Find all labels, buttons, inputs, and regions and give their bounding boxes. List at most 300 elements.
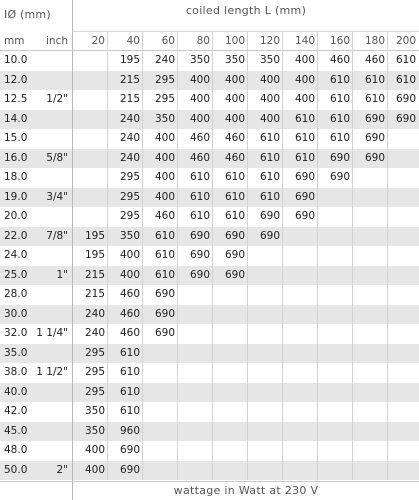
wattage-cell [283, 324, 318, 344]
diameter-mm-cell: 14.0 [4, 112, 28, 125]
wattage-cell: 690 [224, 268, 245, 281]
wattage-cell: 400 [119, 268, 140, 281]
wattage-cell [353, 168, 388, 188]
wattage-cell [178, 305, 213, 325]
diameter-mm-cell: 20.0 [4, 210, 28, 222]
wattage-cell: 610 [294, 132, 315, 144]
wattage-cell [353, 441, 388, 461]
column-header-row [0, 32, 419, 51]
wattage-cell [318, 402, 353, 422]
wattage-cell: 610 [259, 171, 280, 183]
wattage-cell [353, 305, 388, 325]
diameter-inch-cell: 3/4" [46, 190, 68, 203]
wattage-cell: 215 [119, 93, 140, 105]
wattage-cell [213, 363, 248, 383]
wattage-cell: 610 [329, 132, 350, 144]
wattage-cell: 690 [364, 132, 385, 144]
wattage-cell [73, 90, 108, 110]
wattage-cell: 960 [119, 424, 140, 437]
wattage-cell: 610 [119, 366, 140, 378]
wattage-cell [73, 110, 108, 130]
wattage-cell: 460 [329, 54, 350, 66]
wattage-cell: 295 [119, 190, 140, 203]
column-separator [282, 32, 283, 480]
wattage-cell: 690 [294, 171, 315, 183]
wattage-cell [248, 305, 283, 325]
wattage-cell: 350 [84, 405, 105, 417]
wattage-cell: 460 [119, 288, 140, 300]
wattage-cell: 195 [84, 229, 105, 242]
wattage-cell: 690 [189, 229, 210, 242]
diameter-mm-cell: 40.0 [4, 385, 28, 398]
wattage-cell [388, 344, 419, 364]
wattage-cell [283, 305, 318, 325]
table-row [0, 246, 419, 266]
wattage-cell: 400 [154, 132, 175, 144]
wattage-cell [388, 246, 419, 266]
column-header-length: 100 [224, 35, 245, 47]
column-header-mm: mm [4, 35, 25, 47]
wattage-cell [353, 461, 388, 481]
diameter-mm-cell: 30.0 [4, 307, 28, 320]
wattage-cell: 460 [119, 307, 140, 320]
wattage-cell: 690 [224, 249, 245, 261]
column-header-length: 160 [329, 35, 350, 47]
wattage-cell: 295 [154, 93, 175, 105]
wattage-cell [283, 285, 318, 305]
wattage-cell [213, 441, 248, 461]
wattage-cell [283, 461, 318, 481]
table-row [0, 383, 419, 403]
wattage-cell: 400 [189, 73, 210, 86]
wattage-cell [283, 441, 318, 461]
column-header-length: 180 [364, 35, 385, 47]
wattage-cell: 610 [294, 151, 315, 164]
table-row [0, 207, 419, 227]
wattage-cell: 350 [189, 54, 210, 66]
wattage-cell [318, 266, 353, 286]
column-separator [212, 32, 213, 480]
wattage-cell [318, 305, 353, 325]
wattage-cell [248, 461, 283, 481]
diameter-mm-cell: 42.0 [4, 405, 28, 417]
table-row [0, 402, 419, 422]
wattage-cell [318, 207, 353, 227]
diameter-mm-cell: 48.0 [4, 444, 28, 456]
wattage-cell [388, 461, 419, 481]
wattage-cell: 690 [189, 268, 210, 281]
column-header-inch: inch [46, 35, 68, 47]
wattage-cell [388, 285, 419, 305]
diameter-inch-cell [32, 71, 72, 91]
wattage-cell: 610 [189, 171, 210, 183]
header-title-row [0, 0, 419, 32]
wattage-cell [353, 383, 388, 403]
wattage-cell [178, 383, 213, 403]
diameter-inch-cell [32, 383, 72, 403]
wattage-cell [178, 324, 213, 344]
wattage-cell: 460 [364, 54, 385, 66]
wattage-cell: 460 [224, 151, 245, 164]
column-separator [177, 32, 178, 480]
table-row [0, 441, 419, 461]
wattage-cell [248, 441, 283, 461]
wattage-cell: 400 [189, 112, 210, 125]
diameter-inch-cell [32, 129, 72, 149]
wattage-cell: 460 [154, 210, 175, 222]
wattage-cell [143, 363, 178, 383]
wattage-cell: 400 [154, 171, 175, 183]
wattage-cell [178, 285, 213, 305]
wattage-cell: 400 [84, 444, 105, 456]
wattage-cell [143, 461, 178, 481]
wattage-cell: 610 [329, 112, 350, 125]
wattage-cell [318, 324, 353, 344]
wattage-cell [353, 188, 388, 208]
wattage-cell [388, 129, 419, 149]
wattage-cell [73, 71, 108, 91]
wattage-cell: 610 [224, 190, 245, 203]
wattage-cell [388, 441, 419, 461]
wattage-cell: 400 [259, 73, 280, 86]
wattage-cell: 690 [119, 463, 140, 476]
wattage-cell [283, 344, 318, 364]
diameter-column-divider [72, 0, 73, 500]
table-row [0, 461, 419, 481]
wattage-cell: 240 [154, 54, 175, 66]
wattage-cell: 690 [154, 288, 175, 300]
wattage-cell: 690 [259, 229, 280, 242]
table-row [0, 51, 419, 71]
wattage-cell: 400 [154, 151, 175, 164]
wattage-cell: 610 [395, 73, 416, 86]
wattage-cell [248, 285, 283, 305]
wattage-cell: 610 [259, 151, 280, 164]
wattage-cell [213, 344, 248, 364]
wattage-cell: 610 [154, 229, 175, 242]
wattage-cell [283, 383, 318, 403]
table-row [0, 168, 419, 188]
diameter-header: IØ (mm) [4, 8, 51, 21]
wattage-cell [388, 363, 419, 383]
wattage-cell: 610 [364, 73, 385, 86]
diameter-inch-cell: 1/2" [46, 93, 68, 105]
diameter-inch-cell [32, 422, 72, 442]
diameter-mm-cell: 18.0 [4, 171, 28, 183]
wattage-cell [388, 266, 419, 286]
wattage-cell: 350 [259, 54, 280, 66]
wattage-cell: 195 [84, 249, 105, 261]
wattage-cell [248, 422, 283, 442]
wattage-cell: 400 [224, 73, 245, 86]
wattage-cell [73, 207, 108, 227]
table-row [0, 188, 419, 208]
footer-left-cell [0, 481, 72, 500]
column-header-length: 200 [395, 35, 416, 47]
wattage-cell [73, 51, 108, 71]
wattage-cell [213, 305, 248, 325]
diameter-mm-cell: 12.5 [4, 93, 28, 105]
diameter-inch-cell [32, 344, 72, 364]
wattage-cell [388, 227, 419, 247]
table-row [0, 422, 419, 442]
wattage-cell: 610 [259, 190, 280, 203]
diameter-mm-cell: 50.0 [4, 463, 28, 476]
wattage-cell [283, 266, 318, 286]
wattage-cell [318, 246, 353, 266]
wattage-cell [178, 422, 213, 442]
column-separator [352, 32, 353, 480]
wattage-cell: 295 [84, 346, 105, 359]
wattage-cell: 690 [119, 444, 140, 456]
wattage-cell [353, 422, 388, 442]
wattage-cell: 610 [329, 73, 350, 86]
table-row [0, 227, 419, 247]
wattage-cell [318, 422, 353, 442]
wattage-cell [353, 207, 388, 227]
wattage-cell: 350 [224, 54, 245, 66]
wattage-cell [318, 188, 353, 208]
wattage-cell: 610 [364, 93, 385, 105]
column-separator [142, 32, 143, 480]
wattage-cell: 460 [189, 151, 210, 164]
wattage-cell: 690 [395, 112, 416, 125]
diameter-inch-cell [32, 110, 72, 130]
diameter-mm-cell: 38.0 [4, 366, 28, 378]
column-header-length: 80 [196, 35, 210, 47]
wattage-cell [213, 402, 248, 422]
diameter-mm-cell: 10.0 [4, 54, 28, 66]
wattage-cell: 690 [364, 112, 385, 125]
wattage-cell: 690 [329, 151, 350, 164]
wattage-cell [318, 227, 353, 247]
wattage-cell: 215 [84, 268, 105, 281]
wattage-cell: 690 [294, 190, 315, 203]
table-row [0, 90, 419, 110]
wattage-cell: 690 [189, 249, 210, 261]
wattage-cell [388, 324, 419, 344]
wattage-cell [178, 344, 213, 364]
wattage-cell [283, 363, 318, 383]
wattage-cell: 350 [119, 229, 140, 242]
wattage-cell [213, 324, 248, 344]
wattage-cell: 610 [119, 385, 140, 398]
wattage-cell [178, 441, 213, 461]
table-row [0, 324, 419, 344]
wattage-cell: 610 [294, 112, 315, 125]
diameter-mm-cell: 16.0 [4, 151, 28, 164]
wattage-note: wattage in Watt at 230 V [73, 481, 419, 500]
wattage-cell [353, 363, 388, 383]
wattage-cell: 400 [154, 190, 175, 203]
diameter-inch-cell [32, 207, 72, 227]
diameter-mm-cell: 45.0 [4, 424, 28, 437]
wattage-cell: 610 [224, 210, 245, 222]
wattage-cell: 610 [329, 93, 350, 105]
wattage-cell [248, 383, 283, 403]
wattage-cell: 240 [84, 307, 105, 320]
wattage-cell [248, 324, 283, 344]
wattage-cell [178, 461, 213, 481]
wattage-cell [353, 402, 388, 422]
wattage-cell: 400 [224, 112, 245, 125]
wattage-cell [353, 285, 388, 305]
wattage-cell [353, 324, 388, 344]
wattage-cell: 610 [189, 190, 210, 203]
wattage-cell: 240 [119, 132, 140, 144]
wattage-cell: 610 [395, 54, 416, 66]
column-separator [247, 32, 248, 480]
diameter-mm-cell: 32.0 [4, 327, 28, 339]
wattage-cell: 350 [154, 112, 175, 125]
wattage-cell [178, 402, 213, 422]
wattage-cell: 240 [119, 151, 140, 164]
wattage-cell [213, 383, 248, 403]
wattage-cell [143, 441, 178, 461]
wattage-cell: 460 [224, 132, 245, 144]
column-separator [387, 32, 388, 480]
wattage-cell [283, 227, 318, 247]
diameter-inch-cell [32, 168, 72, 188]
wattage-cell [213, 285, 248, 305]
wattage-cell: 610 [259, 132, 280, 144]
wattage-cell: 610 [154, 249, 175, 261]
wattage-cell: 690 [154, 327, 175, 339]
wattage-cell [213, 422, 248, 442]
table-row [0, 305, 419, 325]
wattage-cell: 610 [119, 405, 140, 417]
wattage-cell: 690 [395, 93, 416, 105]
wattage-cell: 400 [294, 93, 315, 105]
table-row [0, 266, 419, 286]
diameter-inch-cell [32, 246, 72, 266]
wattage-cell: 295 [119, 210, 140, 222]
table-row [0, 110, 419, 130]
wattage-cell [143, 344, 178, 364]
wattage-cell: 690 [364, 151, 385, 164]
wattage-cell [388, 305, 419, 325]
diameter-mm-cell: 15.0 [4, 132, 28, 144]
wattage-cell [318, 441, 353, 461]
diameter-inch-cell [32, 402, 72, 422]
wattage-cell [73, 168, 108, 188]
table-row [0, 344, 419, 364]
wattage-cell [318, 461, 353, 481]
diameter-inch-cell: 1" [56, 268, 68, 281]
wattage-cell: 400 [294, 54, 315, 66]
wattage-cell [143, 402, 178, 422]
wattage-cell [283, 402, 318, 422]
wattage-cell [248, 344, 283, 364]
wattage-cell: 690 [154, 307, 175, 320]
table-row [0, 363, 419, 383]
wattage-cell [388, 168, 419, 188]
diameter-mm-cell: 35.0 [4, 346, 28, 359]
wattage-cell: 690 [294, 210, 315, 222]
table-row [0, 129, 419, 149]
wattage-cell [143, 422, 178, 442]
wattage-cell: 400 [84, 463, 105, 476]
wattage-cell: 215 [84, 288, 105, 300]
diameter-inch-cell: 5/8" [46, 151, 68, 164]
wattage-cell [353, 266, 388, 286]
wattage-cell [248, 246, 283, 266]
wattage-cell: 690 [224, 229, 245, 242]
diameter-mm-cell: 28.0 [4, 288, 28, 300]
diameter-mm-cell: 24.0 [4, 249, 28, 261]
wattage-cell [318, 285, 353, 305]
diameter-inch-cell: 7/8" [46, 229, 68, 242]
wattage-cell: 610 [189, 210, 210, 222]
diameter-inch-cell: 1 1/2" [36, 366, 68, 378]
diameter-inch-cell [32, 285, 72, 305]
wattage-cell: 240 [84, 327, 105, 339]
column-header-length: 140 [294, 35, 315, 47]
wattage-cell: 400 [119, 249, 140, 261]
column-header-length: 20 [91, 35, 105, 47]
diameter-inch-cell: 1 1/4" [36, 327, 68, 339]
wattage-cell [143, 383, 178, 403]
wattage-cell: 400 [259, 93, 280, 105]
wattage-cell: 240 [119, 112, 140, 125]
wattage-cell [178, 363, 213, 383]
diameter-mm-cell: 12.0 [4, 73, 28, 86]
wattage-cell: 400 [259, 112, 280, 125]
table-row [0, 149, 419, 169]
wattage-cell [248, 363, 283, 383]
wattage-cell: 610 [224, 171, 245, 183]
wattage-cell [283, 422, 318, 442]
wattage-cell [388, 422, 419, 442]
wattage-cell [388, 207, 419, 227]
column-separator [317, 32, 318, 480]
wattage-cell: 295 [119, 171, 140, 183]
wattage-cell [388, 383, 419, 403]
coiled-length-header: coiled length L (mm) [185, 4, 307, 17]
wattage-cell [388, 188, 419, 208]
wattage-cell [73, 129, 108, 149]
wattage-cell [353, 246, 388, 266]
wattage-cell [388, 402, 419, 422]
wattage-cell [213, 461, 248, 481]
wattage-cell: 295 [84, 385, 105, 398]
wattage-cell: 690 [259, 210, 280, 222]
diameter-inch-cell [32, 441, 72, 461]
wattage-cell: 195 [119, 54, 140, 66]
wattage-cell: 610 [154, 268, 175, 281]
wattage-cell [73, 188, 108, 208]
wattage-cell: 350 [84, 424, 105, 437]
wattage-cell [353, 227, 388, 247]
table-row [0, 285, 419, 305]
diameter-inch-cell [32, 305, 72, 325]
column-header-length: 60 [161, 35, 175, 47]
table-row [0, 71, 419, 91]
wattage-cell [283, 246, 318, 266]
wattage-cell [318, 363, 353, 383]
wattage-cell [318, 383, 353, 403]
wattage-cell [353, 344, 388, 364]
wattage-cell: 460 [119, 327, 140, 339]
wattage-cell: 400 [294, 73, 315, 86]
wattage-cell: 690 [329, 171, 350, 183]
column-header-length: 120 [259, 35, 280, 47]
wattage-cell: 460 [189, 132, 210, 144]
wattage-cell [73, 149, 108, 169]
diameter-inch-cell: 2" [56, 463, 68, 476]
wattage-cell: 295 [154, 73, 175, 86]
diameter-mm-cell: 25.0 [4, 268, 28, 281]
